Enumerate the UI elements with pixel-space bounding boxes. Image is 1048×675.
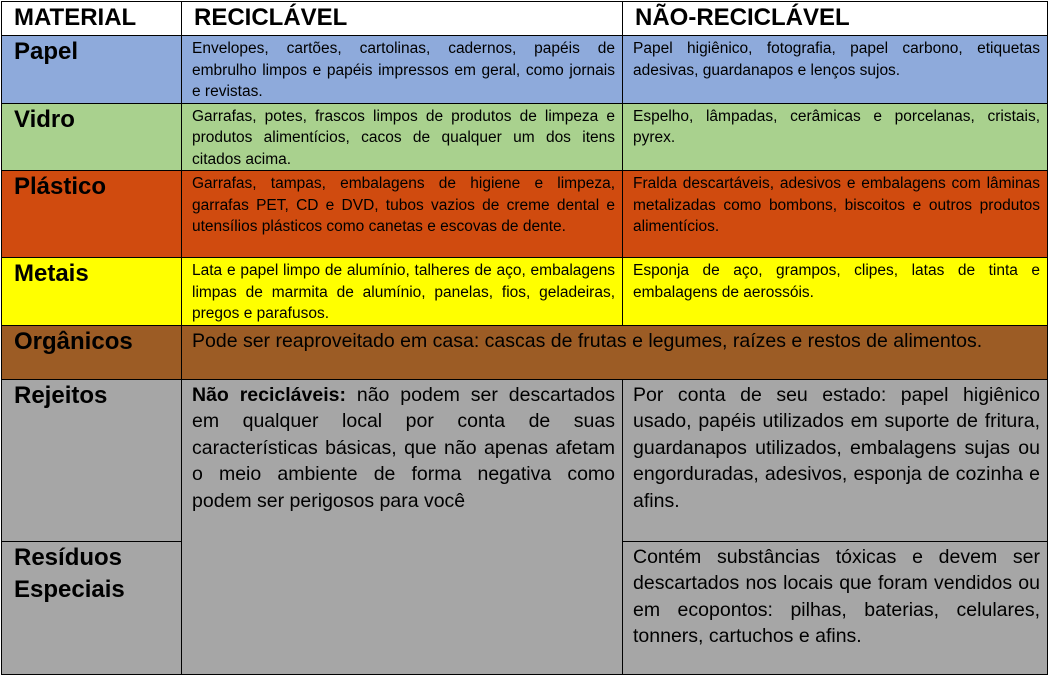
metais-reciclavel: Lata e papel limpo de alumínio, talheres de aço, embalagens limpas de marmita de alumínio, panelas, fios, geladeiras, pregos e parafusos. [182, 258, 623, 326]
vidro-nao-reciclavel: Espelho, lâmpadas, cerâmicas e porcelanas, cristais, pyrex. [623, 103, 1048, 171]
rejeitos-nao-reciclavel: Por conta de seu estado: papel higiênico usado, papéis utilizados em suporte de fritura, guardanapos utilizados, embalagens sujas ou engorduradas, adesivos, esponja de cozinha e afins. [623, 379, 1048, 541]
material-vidro: Vidro [2, 103, 182, 171]
row-papel [2, 36, 1048, 104]
rejeitos-lead: Não recicláveis: [192, 383, 346, 406]
especiais-line1: Resíduos [14, 543, 123, 571]
row-plastico [2, 171, 1048, 258]
row-rejeitos [2, 379, 1048, 541]
plastico-reciclavel: Garrafas, tampas, embalagens de higiene e limpeza, garrafas PET, CD e DVD, tubos vazios de creme dental e utensílios plásticos como canetas e escovas de dente. [182, 171, 623, 258]
material-plastico: Plástico [2, 171, 182, 258]
especiais-nao-reciclavel: Contém substâncias tóxicas e devem ser descartados nos locais que foram vendidos ou em ecopontos: pilhas, baterias, celulares, tonners, cartuchos e afins. [623, 541, 1048, 674]
material-papel: Papel [2, 36, 182, 104]
row-organicos [2, 325, 1048, 379]
rejeitos-reciclavel [182, 379, 623, 674]
header-row [2, 2, 1048, 36]
plastico-nao-reciclavel: Fralda descartáveis, adesivos e embalagens com lâminas metalizadas como bombons, biscoitos e outros produtos alimentícios. [623, 171, 1048, 258]
material-rejeitos: Rejeitos [2, 379, 182, 541]
material-especiais [2, 541, 182, 674]
header-nao-reciclavel: NÃO-RECICLÁVEL [623, 2, 1048, 36]
papel-nao-reciclavel: Papel higiênico, fotografia, papel carbono, etiquetas adesivas, guardanapos e lenços sujos. [623, 36, 1048, 104]
rejeitos-rest: não podem ser descartados em qualquer local por conta de suas características básicas, que não apenas afetam o meio ambiente de forma negativa como podem ser perigosos para você [192, 383, 615, 512]
papel-reciclavel: Envelopes, cartões, cartolinas, cadernos, papéis de embrulho limpos e papéis impressos em geral, como jornais e revistas. [182, 36, 623, 104]
material-metais: Metais [2, 258, 182, 326]
metais-nao-reciclavel: Esponja de aço, grampos, clipes, latas de tinta e embalagens de aerossóis. [623, 258, 1048, 326]
recycling-table [1, 1, 1048, 675]
material-organicos: Orgânicos [2, 325, 182, 379]
especiais-line2: Especiais [14, 575, 125, 603]
header-material: MATERIAL [2, 2, 182, 36]
row-metais [2, 258, 1048, 326]
organicos-texto: Pode ser reaproveitado em casa: cascas de frutas e legumes, raízes e restos de alimentos. [182, 325, 1048, 379]
row-vidro [2, 103, 1048, 171]
header-reciclavel: RECICLÁVEL [182, 2, 623, 36]
vidro-reciclavel: Garrafas, potes, frascos limpos de produtos de limpeza e produtos alimentícios, cacos de qualquer um dos itens citados acima. [182, 103, 623, 171]
